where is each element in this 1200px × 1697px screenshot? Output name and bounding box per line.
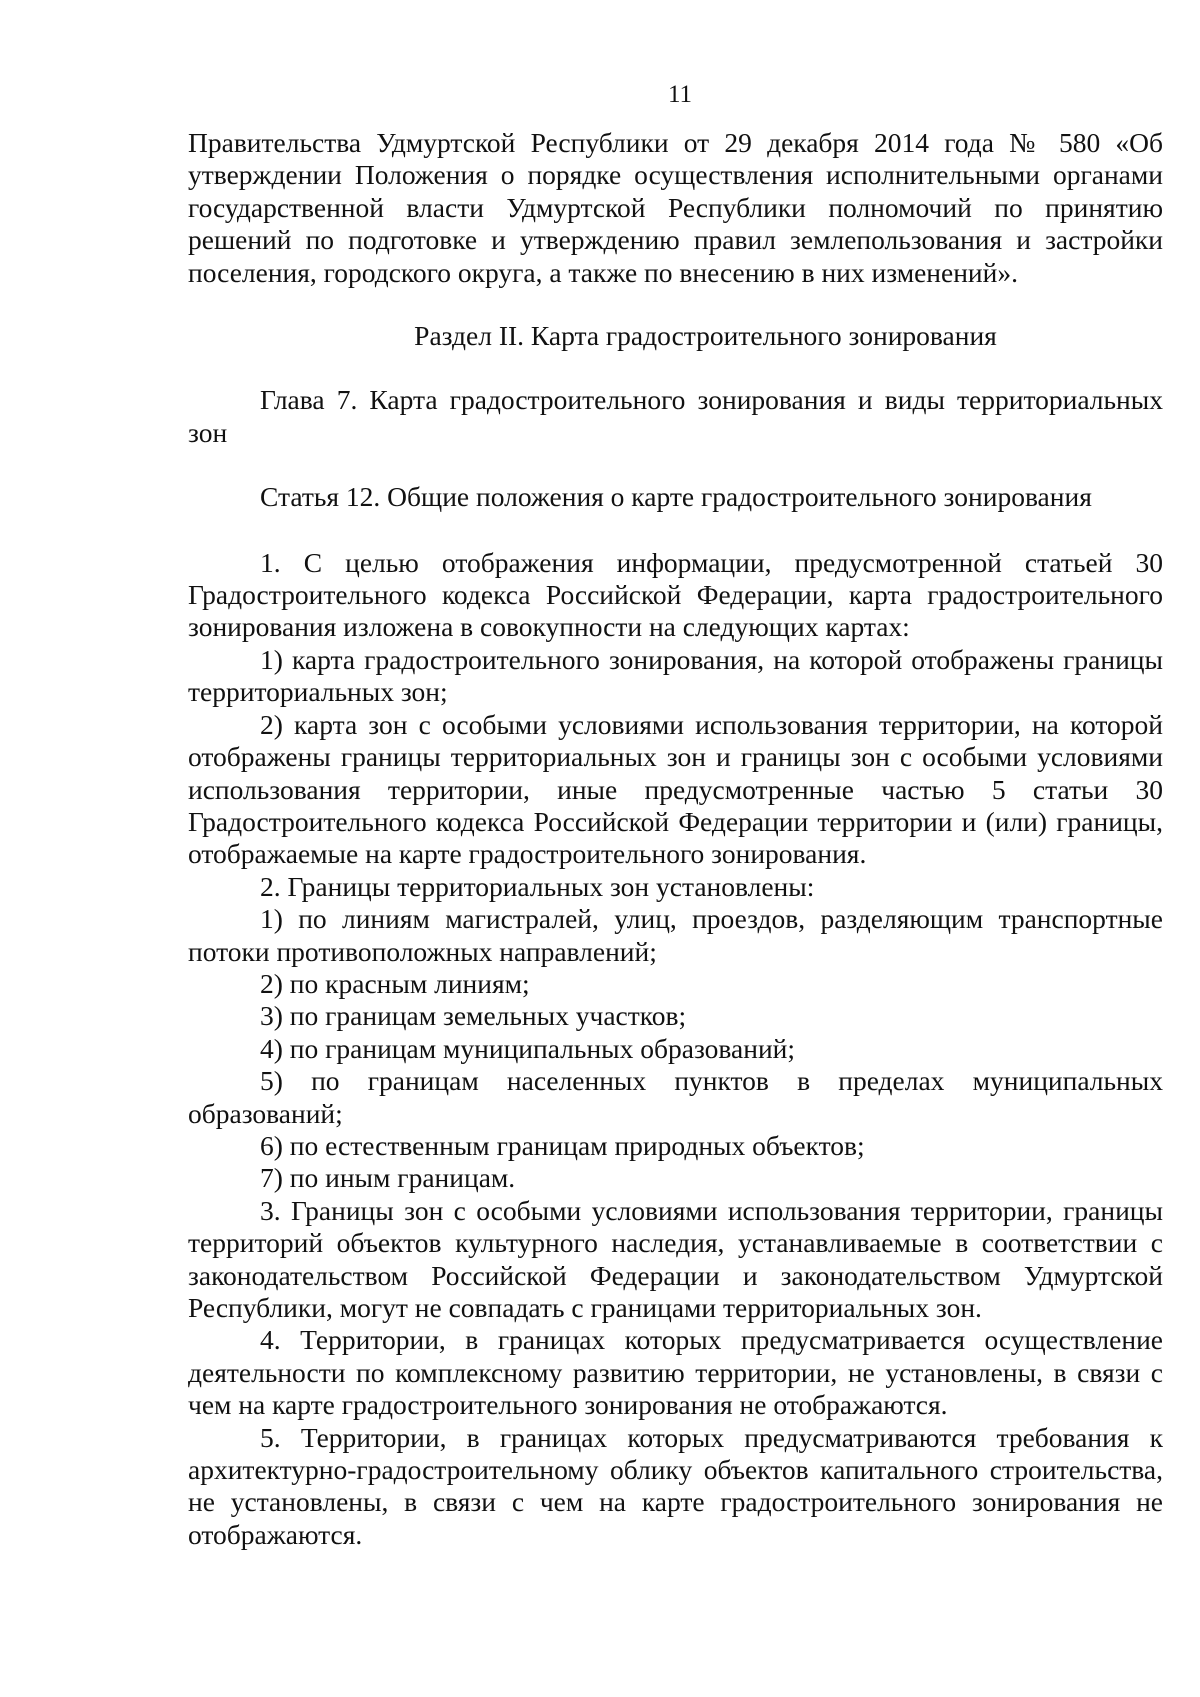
intro-paragraph: Правительства Удмуртской Республики от 29 декабря 2014 года № 580 «Об утверждении Положения о порядке осуществления исполнительными органами государственной власти Удмуртской Республики полномочий по принятию решений по подготовке и утверждению правил землепользования и застройки поселения, городского округа, а также по внесению в них изменений». <box>188 127 1163 288</box>
paragraph-4: 4. Территории, в границах которых предусматривается осуществление деятельности по комплексному развитию территории, не установлены, в связи с чем на карте градостроительного зонирования не отображаются. <box>188 1324 1163 1421</box>
chapter-heading: Глава 7. Карта градостроительного зонирования и виды территориальных зон <box>188 384 1163 448</box>
article-heading: Статья 12. Общие положения о карте градостроительного зонирования <box>260 481 1092 513</box>
paragraph-2-item-6: 6) по естественным границам природных объектов; <box>260 1129 865 1161</box>
section-heading: Раздел II. Карта градостроительного зонирования <box>414 320 997 352</box>
paragraph-2-item-2: 2) по красным линиям; <box>260 967 530 999</box>
paragraph-2-item-1: 1) по линиям магистралей, улиц, проездов, разделяющим транспортные потоки противоположных направлений; <box>188 903 1163 967</box>
paragraph-2-item-7: 7) по иным границам. <box>260 1162 516 1194</box>
paragraph-2: 2. Границы территориальных зон установлены: <box>260 870 815 902</box>
paragraph-1: 1. С целью отображения информации, предусмотренной статьей 30 Градостроительного кодекса Российской Федерации, карта градостроительного зонирования изложена в совокупности на следующих картах: <box>188 546 1163 643</box>
paragraph-2-item-5: 5) по границам населенных пунктов в пределах муниципальных образований; <box>188 1065 1163 1129</box>
paragraph-2-item-3: 3) по границам земельных участков; <box>260 1000 687 1032</box>
paragraph-1-item-1: 1) карта градостроительного зонирования, на которой отображены границы территориальных зон; <box>188 643 1163 708</box>
paragraph-5: 5. Территории, в границах которых предусматриваются требования к архитектурно-градостроительному облику объектов капитального строительства, не установлены, в связи с чем на карте градостроительного зонирования не отображаются. <box>188 1421 1163 1550</box>
document-body <box>188 127 1163 1551</box>
paragraph-2-item-4: 4) по границам муниципальных образований; <box>260 1032 796 1064</box>
paragraph-3: 3. Границы зон с особыми условиями использования территории, границы территорий объектов культурного наследия, устанавливаемые в соответствии с законодательством Российской Федерации и законодательством Удмуртской Республики, могут не совпадать с границами территориальных зон. <box>188 1194 1163 1323</box>
page-number: 11 <box>667 81 693 108</box>
paragraph-1-item-2: 2) карта зон с особыми условиями использования территории, на которой отображены границы территориальных зон и границы зон с особыми условиями использования территории, иные предусмотренные частью 5 статьи 30 Градостроительного кодекса Российской Федерации территории и (или) границы, отображаемые на карте градостроительного зонирования. <box>188 708 1163 870</box>
